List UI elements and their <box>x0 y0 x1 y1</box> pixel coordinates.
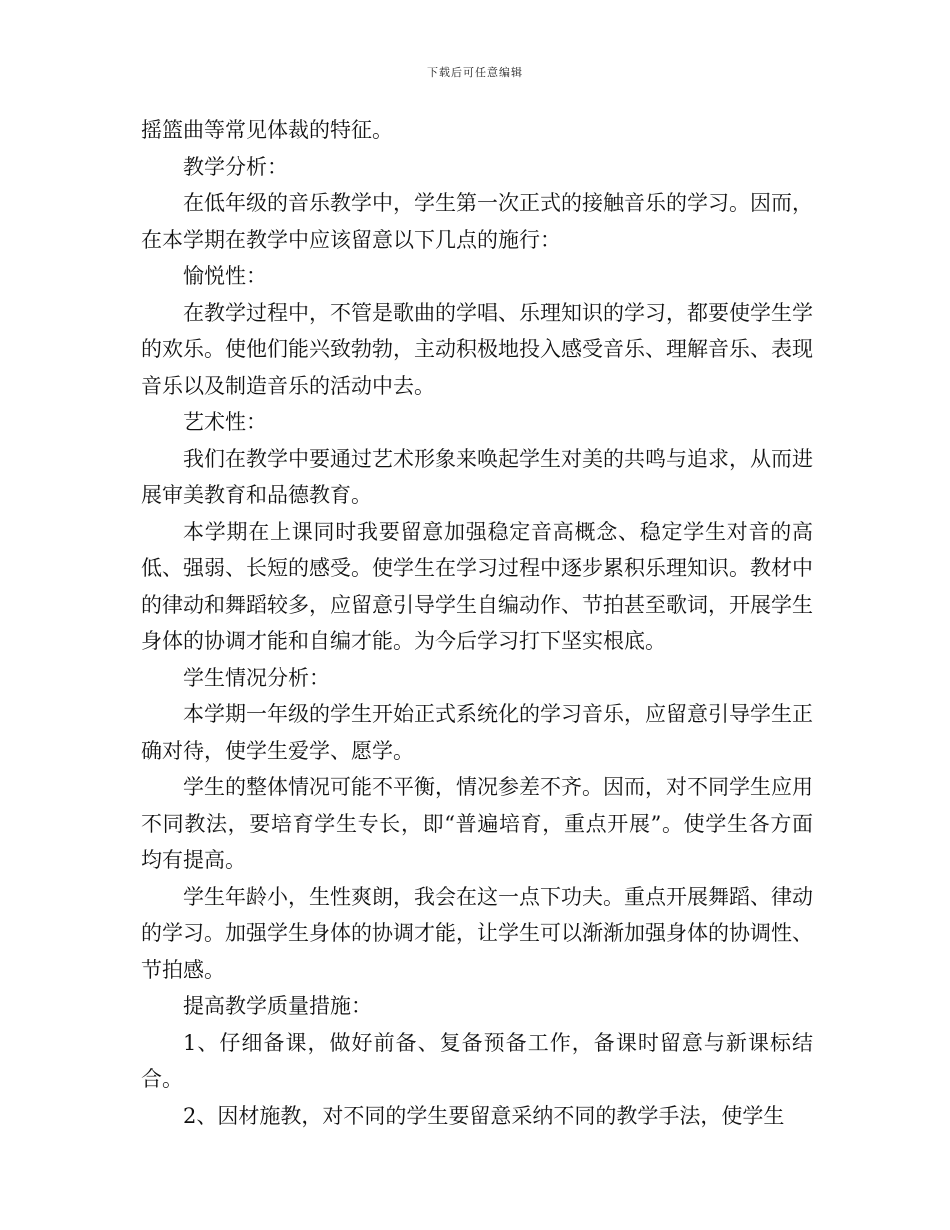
paragraph: 摇篮曲等常见体裁的特征。 <box>141 118 393 142</box>
list-item: 1、仔细备课，做好前备、复备预备工作，备课时留意与新课标结合。 <box>141 1030 813 1091</box>
paragraph: 本学期一年级的学生开始正式系统化的学习音乐，应留意引导学生正确对待，使学生爱学、愿学。 <box>141 702 813 763</box>
section-heading: 教学分析： <box>183 154 288 179</box>
paragraph: 我们在教学中要通过艺术形象来唤起学生对美的共鸣与追求，从而进展审美教育和品德教育。 <box>141 446 813 507</box>
paragraph: 在低年级的音乐教学中，学生第一次正式的接触音乐的学习。因而，在本学期在教学中应该留意以下几点的施行： <box>141 191 813 252</box>
paragraph: 学生年龄小，生性爽朗，我会在这一点下功夫。重点开展舞蹈、律动的学习。加强学生身体的协调才能，让学生可以渐渐加强身体的协调性、节拍感。 <box>141 884 813 982</box>
paragraph: 学生的整体情况可能不平衡，情况参差不齐。因而，对不同学生应用不同教法，要培育学生专长，即“普遍培育，重点开展”。使学生各方面均有提高。 <box>141 775 813 872</box>
section-heading: 艺术性： <box>183 410 267 434</box>
document-body <box>141 112 813 1134</box>
section-heading: 愉悦性： <box>183 264 267 288</box>
paragraph: 本学期在上课同时我要留意加强稳定音高概念、稳定学生对音的高低、强弱、长短的感受。使学生在学习过程中逐步累积乐理知识。教材中的律动和舞蹈较多，应留意引导学生自编动作、节拍甚至歌词，开展学生身体的协调才能和自编才能。为今后学习打下坚实根底。 <box>141 519 813 653</box>
paragraph: 在教学过程中，不管是歌曲的学唱、乐理知识的学习，都要使学生学的欢乐。使他们能兴致勃勃，主动积极地投入感受音乐、理解音乐、表现音乐以及制造音乐的活动中去。 <box>141 300 813 398</box>
section-heading: 学生情况分析： <box>183 665 330 690</box>
list-item: 2、因材施教，对不同的学生要留意采纳不同的教学手法，使学生 <box>183 1103 785 1128</box>
page-header-note: 下载后可任意编辑 <box>427 66 523 79</box>
section-heading: 提高教学质量措施： <box>183 994 372 1018</box>
